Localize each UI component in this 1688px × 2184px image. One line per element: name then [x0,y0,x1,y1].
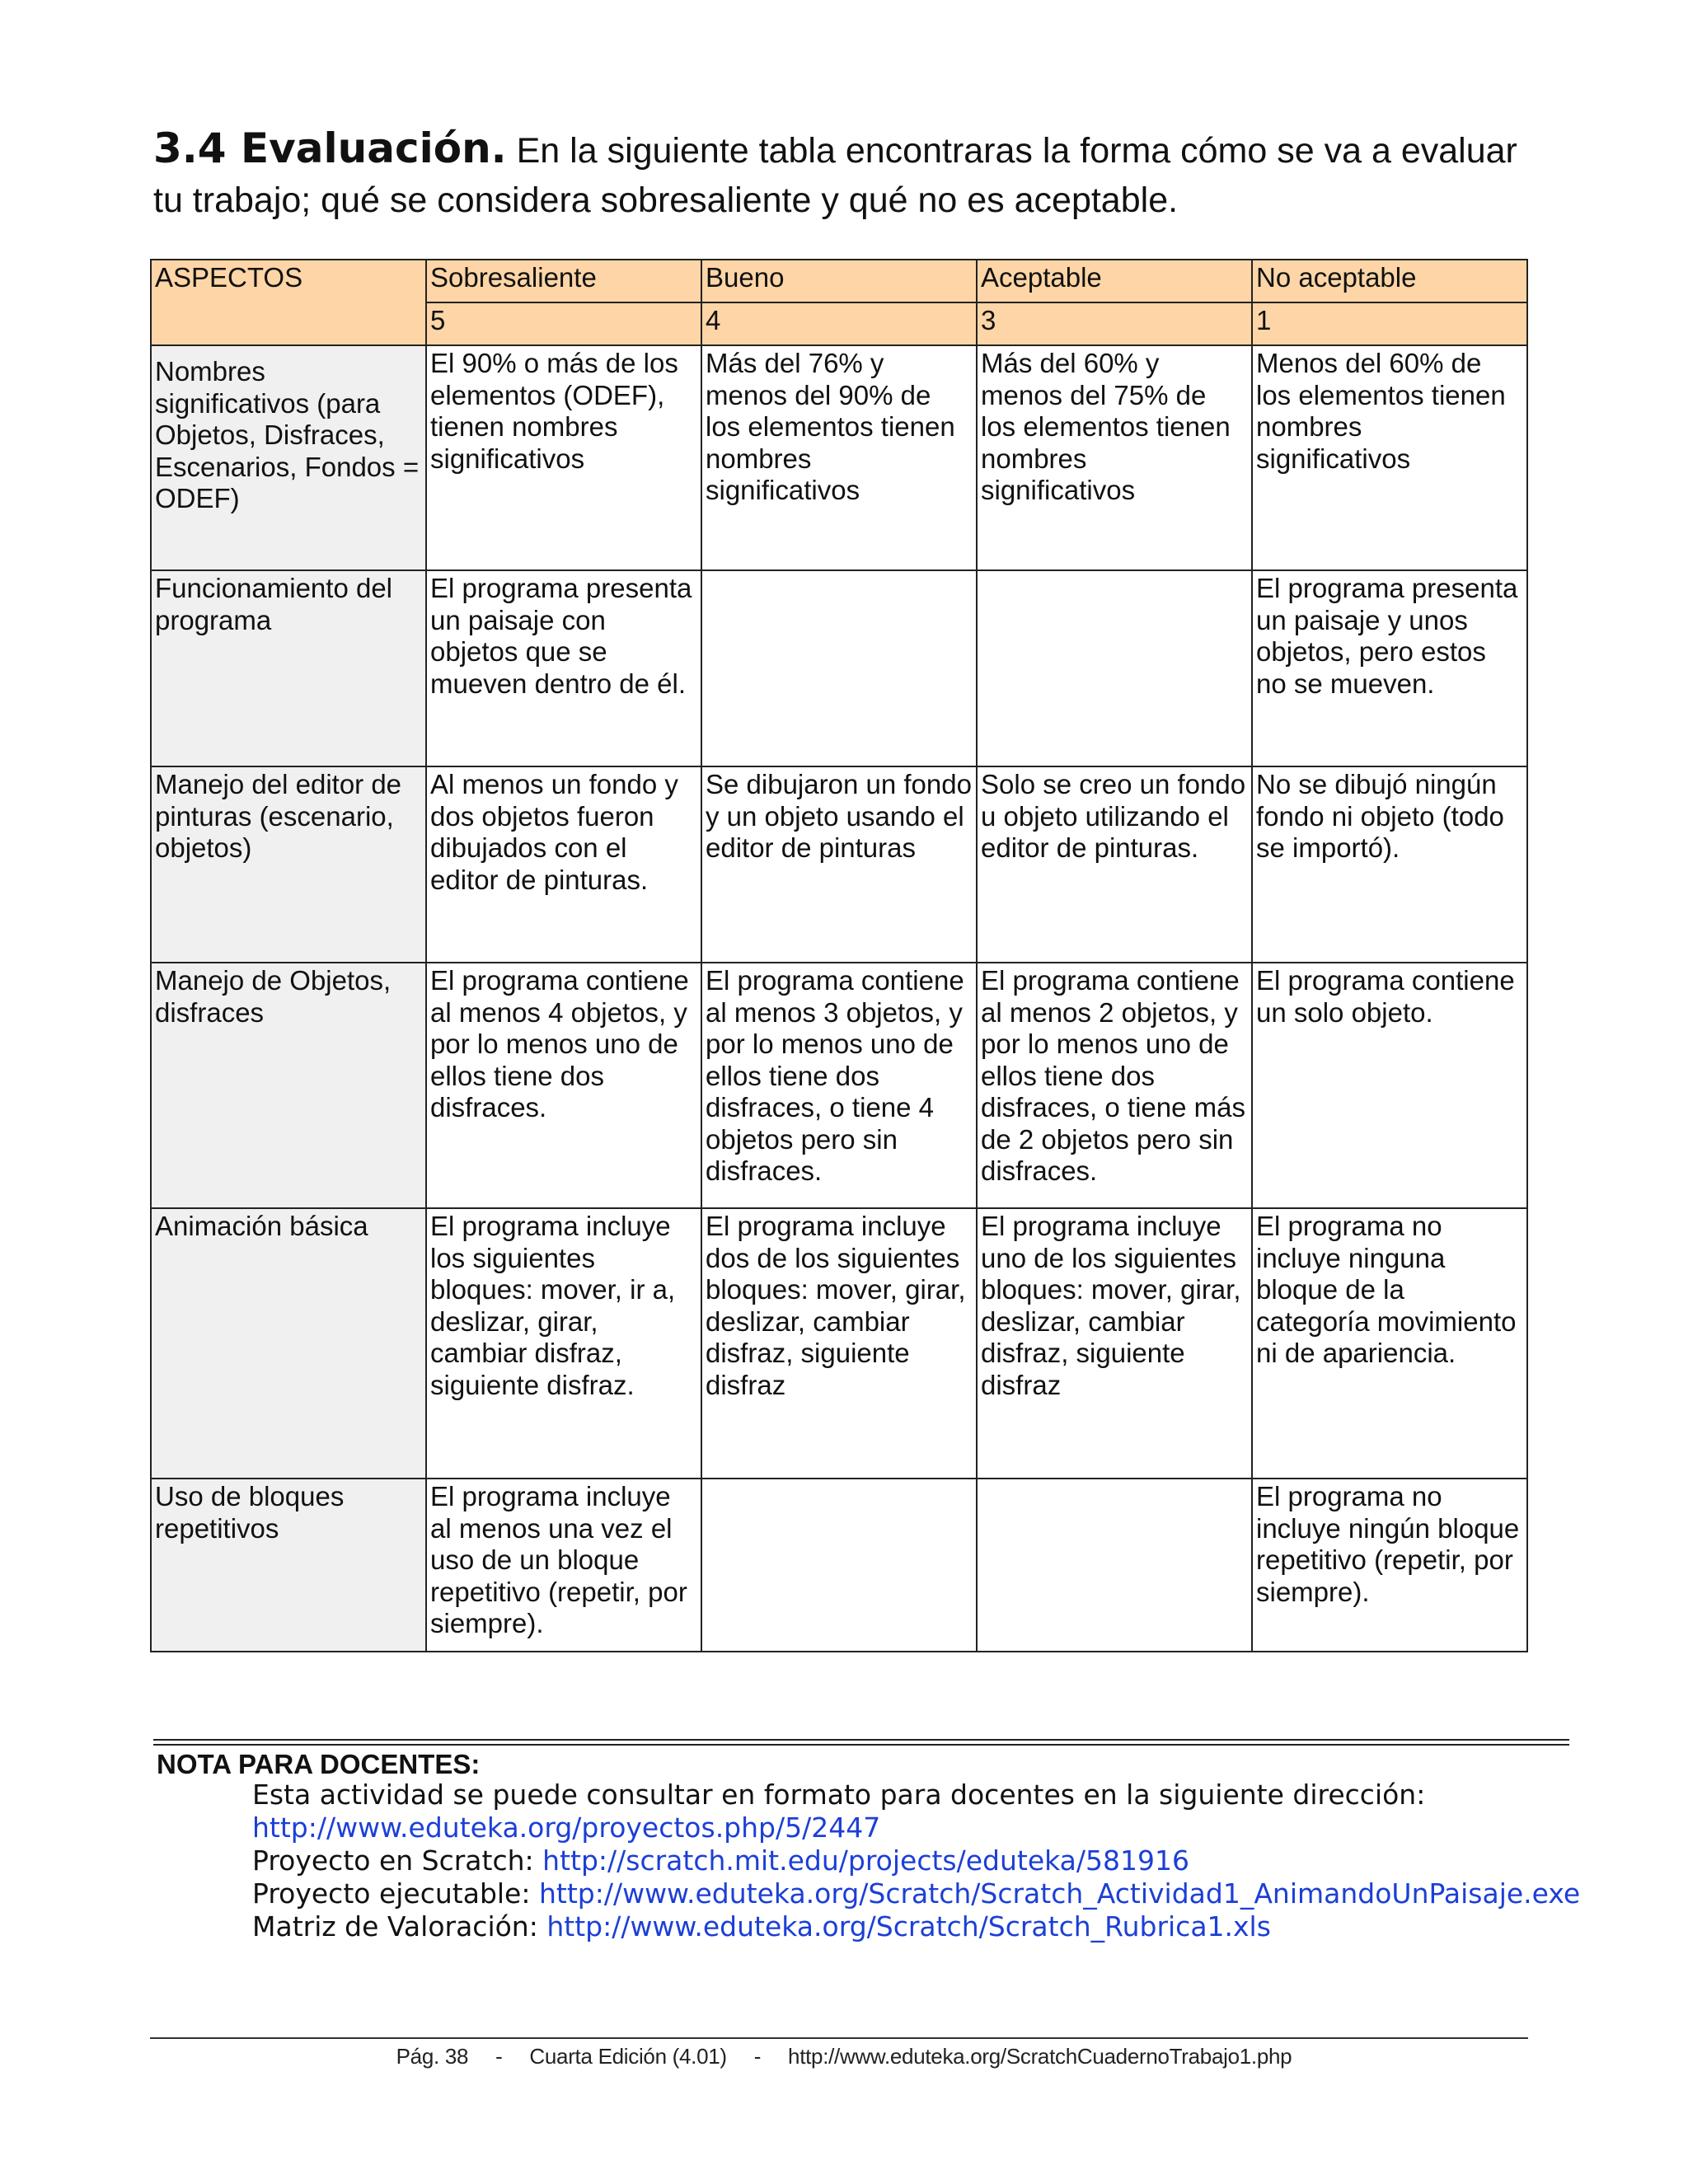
note-intro: Esta actividad se puede consultar en formato para docentes en la siguiente dirección: [252,1779,1426,1811]
score-header: 4 [701,302,977,345]
page-number: Pág. 38 [396,2044,469,2069]
table-row [151,570,1527,766]
note-line [252,1910,1580,1943]
criteria-cell: Al menos un fondo y dos objetos fueron dibujados con el editor de pinturas. [426,766,701,963]
criteria-cell: Menos del 60% de los elementos tienen nombres significativos [1252,345,1527,570]
teacher-format-link[interactable]: http://www.eduteka.org/proyectos.php/5/2447 [252,1811,881,1844]
aspect-cell: Manejo de Objetos, disfraces [151,963,426,1208]
scratch-project-link[interactable]: http://scratch.mit.edu/projects/eduteka/581916 [542,1844,1189,1877]
criteria-cell: El programa incluye los siguientes bloques: mover, ir a, deslizar, girar, cambiar disfraz, siguiente disfraz. [426,1208,701,1479]
aspect-cell: Manejo del editor de pinturas (escenario, objetos) [151,766,426,963]
note-divider-top [153,1739,1569,1741]
level-header: Aceptable [977,260,1252,302]
criteria-cell: El programa presenta un paisaje y unos objetos, pero estos no se mueven. [1252,570,1527,766]
table-row [151,766,1527,963]
criteria-cell: Solo se creo un fondo u objeto utilizando el editor de pinturas. [977,766,1252,963]
criteria-cell: Más del 76% y menos del 90% de los elementos tienen nombres significativos [701,345,977,570]
criteria-cell: El programa incluye al menos una vez el uso de un bloque repetitivo (repetir, por siempre). [426,1479,701,1652]
level-header: Sobresaliente [426,260,701,302]
criteria-cell: El 90% o más de los elementos (ODEF), tienen nombres significativos [426,345,701,570]
criteria-cell [701,1479,977,1652]
score-header: 1 [1252,302,1527,345]
note-title: NOTA PARA DOCENTES: [157,1749,481,1779]
note-divider-bottom [153,1744,1569,1746]
criteria-cell [701,570,977,766]
teacher-note [252,1779,1580,1943]
criteria-cell: No se dibujó ningún fondo ni objeto (todo se importó). [1252,766,1527,963]
score-header: 5 [426,302,701,345]
table-row [151,1208,1527,1479]
table-header-row [151,260,1527,302]
note-line-label: Proyecto en Scratch: [252,1844,534,1877]
aspects-header: ASPECTOS [151,260,426,345]
footer-separator: - [495,2044,503,2069]
table-row [151,345,1527,570]
evaluation-rubric-table [150,259,1528,1652]
criteria-cell: Se dibujaron un fondo y un objeto usando el editor de pinturas [701,766,977,963]
table-row [151,1479,1527,1652]
aspect-cell: Uso de bloques repetitivos [151,1479,426,1652]
criteria-cell: El programa contiene al menos 2 objetos, y por lo menos uno de ellos tiene dos disfraces, o tiene más de 2 objetos pero sin disfraces. [977,963,1252,1208]
footer-separator: - [753,2044,762,2069]
section-number-title: 3.4 Evaluación. [153,124,507,172]
criteria-cell: Más del 60% y menos del 75% de los elementos tienen nombres significativos [977,345,1252,570]
executable-project-link[interactable]: http://www.eduteka.org/Scratch/Scratch_Actividad1_AnimandoUnPaisaje.exe [538,1877,1581,1910]
criteria-cell: El programa incluye dos de los siguientes bloques: mover, girar, deslizar, cambiar disfraz, siguiente disfraz [701,1208,977,1479]
criteria-cell: El programa no incluye ningún bloque repetitivo (repetir, por siempre). [1252,1479,1527,1652]
criteria-cell: El programa contiene un solo objeto. [1252,963,1527,1208]
section-intro-text: En la siguiente tabla encontraras la forma cómo se va a evaluar tu trabajo; qué se considera sobresaliente y qué no es aceptable. [153,131,1517,220]
note-line [252,1844,1580,1877]
criteria-cell [977,570,1252,766]
criteria-cell: El programa contiene al menos 4 objetos, y por lo menos uno de ellos tiene dos disfraces. [426,963,701,1208]
criteria-cell: El programa no incluye ninguna bloque de la categoría movimiento ni de apariencia. [1252,1208,1527,1479]
criteria-cell [977,1479,1252,1652]
table-row [151,963,1527,1208]
aspect-cell: Nombres significativos (para Objetos, Disfraces, Escenarios, Fondos = ODEF) [151,345,426,570]
section-heading [153,124,1554,225]
criteria-cell: El programa contiene al menos 3 objetos, y por lo menos uno de ellos tiene dos disfraces, o tiene 4 objetos pero sin disfraces. [701,963,977,1208]
aspect-cell: Animación básica [151,1208,426,1479]
edition-label: Cuarta Edición (4.01) [529,2044,727,2069]
note-line-label: Proyecto ejecutable: [252,1877,531,1910]
level-header: No aceptable [1252,260,1527,302]
criteria-cell: El programa incluye uno de los siguientes bloques: mover, girar, deslizar, cambiar disfraz, siguiente disfraz [977,1208,1252,1479]
aspect-cell: Funcionamiento del programa [151,570,426,766]
level-header: Bueno [701,260,977,302]
note-line-label: Matriz de Valoración: [252,1910,538,1943]
criteria-cell: El programa presenta un paisaje con objetos que se mueven dentro de él. [426,570,701,766]
footer-divider [150,2037,1528,2039]
footer-url: http://www.eduteka.org/ScratchCuadernoTrabajo1.php [788,2044,1292,2069]
page-footer [0,2044,1688,2069]
note-line [252,1877,1580,1910]
rubric-matrix-link[interactable]: http://www.eduteka.org/Scratch/Scratch_Rubrica1.xls [546,1910,1271,1943]
score-header: 3 [977,302,1252,345]
